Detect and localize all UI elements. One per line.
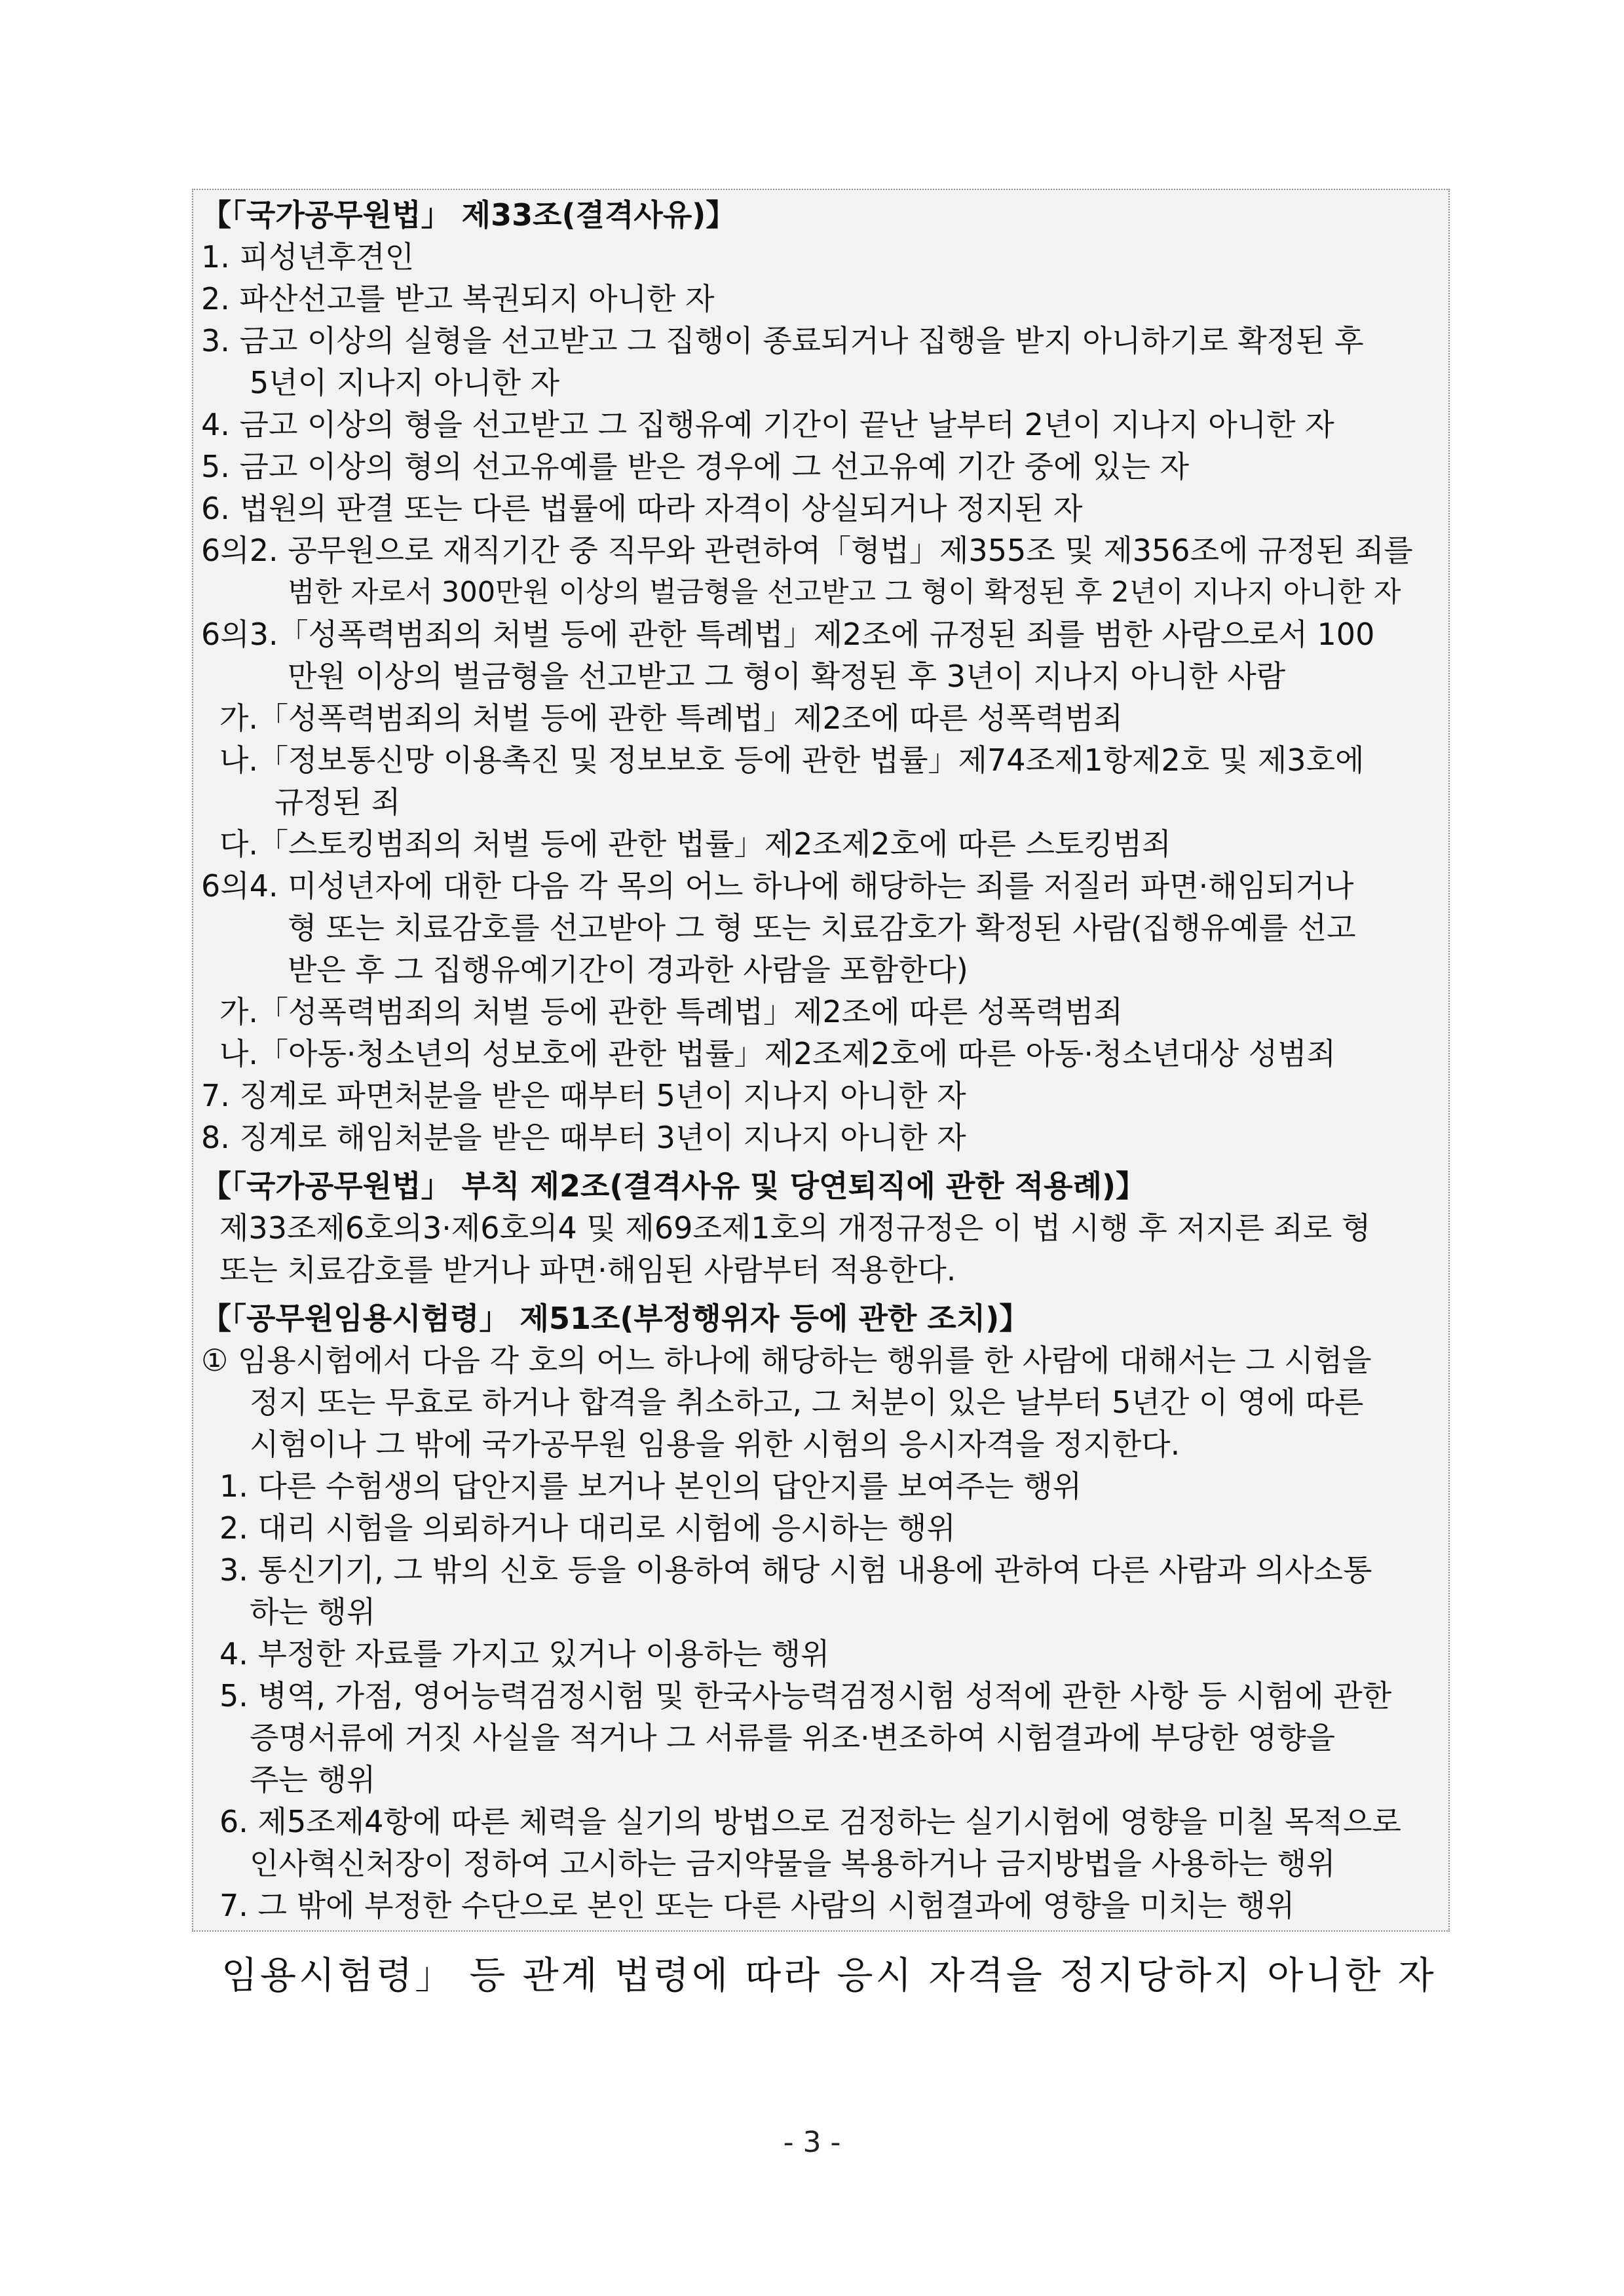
text-line: 2. 파산선고를 받고 복권되지 아니한 자 [201, 281, 715, 316]
text-line: 주는 행위 [250, 1762, 376, 1797]
text-line: 시험이나 그 밖에 국가공무원 임용을 위한 시험의 응시자격을 정지한다. [250, 1426, 1180, 1462]
text-line: 3. 금고 이상의 실형을 선고받고 그 집행이 종료되거나 집행을 받지 아니하기로 확정된 후 [201, 323, 1364, 358]
text-line: 5년이 지나지 아니한 자 [250, 365, 560, 400]
text-line: 5. 금고 이상의 형의 선고유예를 받은 경우에 그 선고유예 기간 중에 있는 자 [201, 449, 1189, 484]
text-line: 가.「성폭력범죄의 처벌 등에 관한 특례법」제2조에 따른 성폭력범죄 [219, 700, 1123, 736]
section-heading: 【「국가공무원법」 부칙 제2조(결격사유 및 당연퇴직에 관한 적용례)】 [201, 1168, 1146, 1204]
text-line: 8. 징계로 해임처분을 받은 때부터 3년이 지나지 아니한 자 [201, 1120, 966, 1155]
text-line: 정지 또는 무효로 하거나 합격을 취소하고, 그 처분이 있은 날부터 5년간 이 영에 따른 [250, 1385, 1364, 1420]
legal-excerpt-lines [193, 190, 1448, 1930]
text-line: 7. 그 밖에 부정한 수단으로 본인 또는 다른 사람의 시험결과에 영향을 미치는 행위 [219, 1888, 1295, 1923]
text-line: 받은 후 그 집행유예기간이 경과한 사람을 포함한다) [288, 952, 968, 987]
text-line: 6. 제5조제4항에 따른 체력을 실기의 방법으로 검정하는 실기시험에 영향을 미칠 목적으로 [219, 1804, 1401, 1839]
section-heading: 【「공무원임용시험령」 제51조(부정행위자 등에 관한 조치)】 [201, 1301, 1030, 1336]
text-line: 1. 피성년후견인 [201, 239, 415, 275]
text-line: 하는 행위 [250, 1594, 376, 1630]
text-line: 6의2. 공무원으로 재직기간 중 직무와 관련하여「형법」제355조 및 제356조에 규정된 죄를 [201, 533, 1413, 568]
text-line: 인사혁신처장이 정하여 고시하는 금지약물을 복용하거나 금지방법을 사용하는 행위 [250, 1846, 1336, 1881]
text-line: 증명서류에 거짓 사실을 적거나 그 서류를 위조·변조하여 시험결과에 부당한 영향을 [250, 1720, 1336, 1755]
text-line: 3. 통신기기, 그 밖의 신호 등을 이용하여 해당 시험 내용에 관하여 다른 사람과 의사소통 [219, 1552, 1372, 1588]
text-line: 범한 자로서 300만원 이상의 벌금형을 선고받고 그 형이 확정된 후 2년이 지나지 아니한 자 [288, 576, 1401, 609]
text-line: 규정된 죄 [274, 784, 401, 820]
section-heading: 【「국가공무원법」 제33조(결격사유)】 [201, 197, 736, 233]
text-line: 7. 징계로 파면처분을 받은 때부터 5년이 지나지 아니한 자 [201, 1078, 966, 1113]
text-line: 6. 법원의 판결 또는 다른 법률에 따라 자격이 상실되거나 정지된 자 [201, 491, 1083, 526]
text-line: 4. 부정한 자료를 가지고 있거나 이용하는 행위 [219, 1636, 830, 1672]
text-line: 1. 다른 수험생의 답안지를 보거나 본인의 답안지를 보여주는 행위 [219, 1468, 1082, 1504]
text-line: 형 또는 치료감호를 선고받아 그 형 또는 치료감호가 확정된 사람(집행유예를 선고 [288, 910, 1356, 946]
text-line: 5. 병역, 가점, 영어능력검정시험 및 한국사능력검정시험 성적에 관한 사항 등 시험에 관한 [219, 1678, 1392, 1713]
text-line: 다.「스토킹범죄의 처벌 등에 관한 법률」제2조제2호에 따른 스토킹범죄 [219, 826, 1171, 862]
text-line: 6의3.「성폭력범죄의 처벌 등에 관한 특례법」제2조에 규정된 죄를 범한 사람으로서 100 [201, 617, 1375, 652]
text-line: 4. 금고 이상의 형을 선고받고 그 집행유예 기간이 끝난 날부터 2년이 지나지 아니한 자 [201, 407, 1334, 442]
text-line: 2. 대리 시험을 의뢰하거나 대리로 시험에 응시하는 행위 [219, 1510, 956, 1546]
text-line: 만원 이상의 벌금형을 선고받고 그 형이 확정된 후 3년이 지나지 아니한 사람 [288, 659, 1286, 694]
legal-excerpt-box [192, 189, 1450, 1932]
overflow-text-line: 임용시험령」 등 관계 법령에 따라 응시 자격을 정지당하지 아니한 자 [221, 1954, 1437, 1997]
text-line: 또는 치료감호를 받거나 파면·해임된 사람부터 적용한다. [219, 1252, 956, 1288]
text-line: 나.「아동·청소년의 성보호에 관한 법률」제2조제2호에 따른 아동·청소년대상 성범죄 [219, 1036, 1336, 1071]
text-line: ① 임용시험에서 다음 각 호의 어느 하나에 해당하는 행위를 한 사람에 대해서는 그 시험을 [201, 1343, 1372, 1378]
text-line: 6의4. 미성년자에 대한 다음 각 목의 어느 하나에 해당하는 죄를 저질러 파면·해임되거나 [201, 868, 1354, 904]
text-line: 나.「정보통신망 이용촉진 및 정보보호 등에 관한 법률」제74조제1항제2호 및 제3호에 [219, 742, 1365, 778]
text-line: 제33조제6호의3·제6호의4 및 제69조제1호의 개정규정은 이 법 시행 후 저지른 죄로 형 [219, 1210, 1371, 1246]
text-line: 가.「성폭력범죄의 처벌 등에 관한 특례법」제2조에 따른 성폭력범죄 [219, 994, 1123, 1029]
page-number: - 3 - [783, 2126, 841, 2159]
